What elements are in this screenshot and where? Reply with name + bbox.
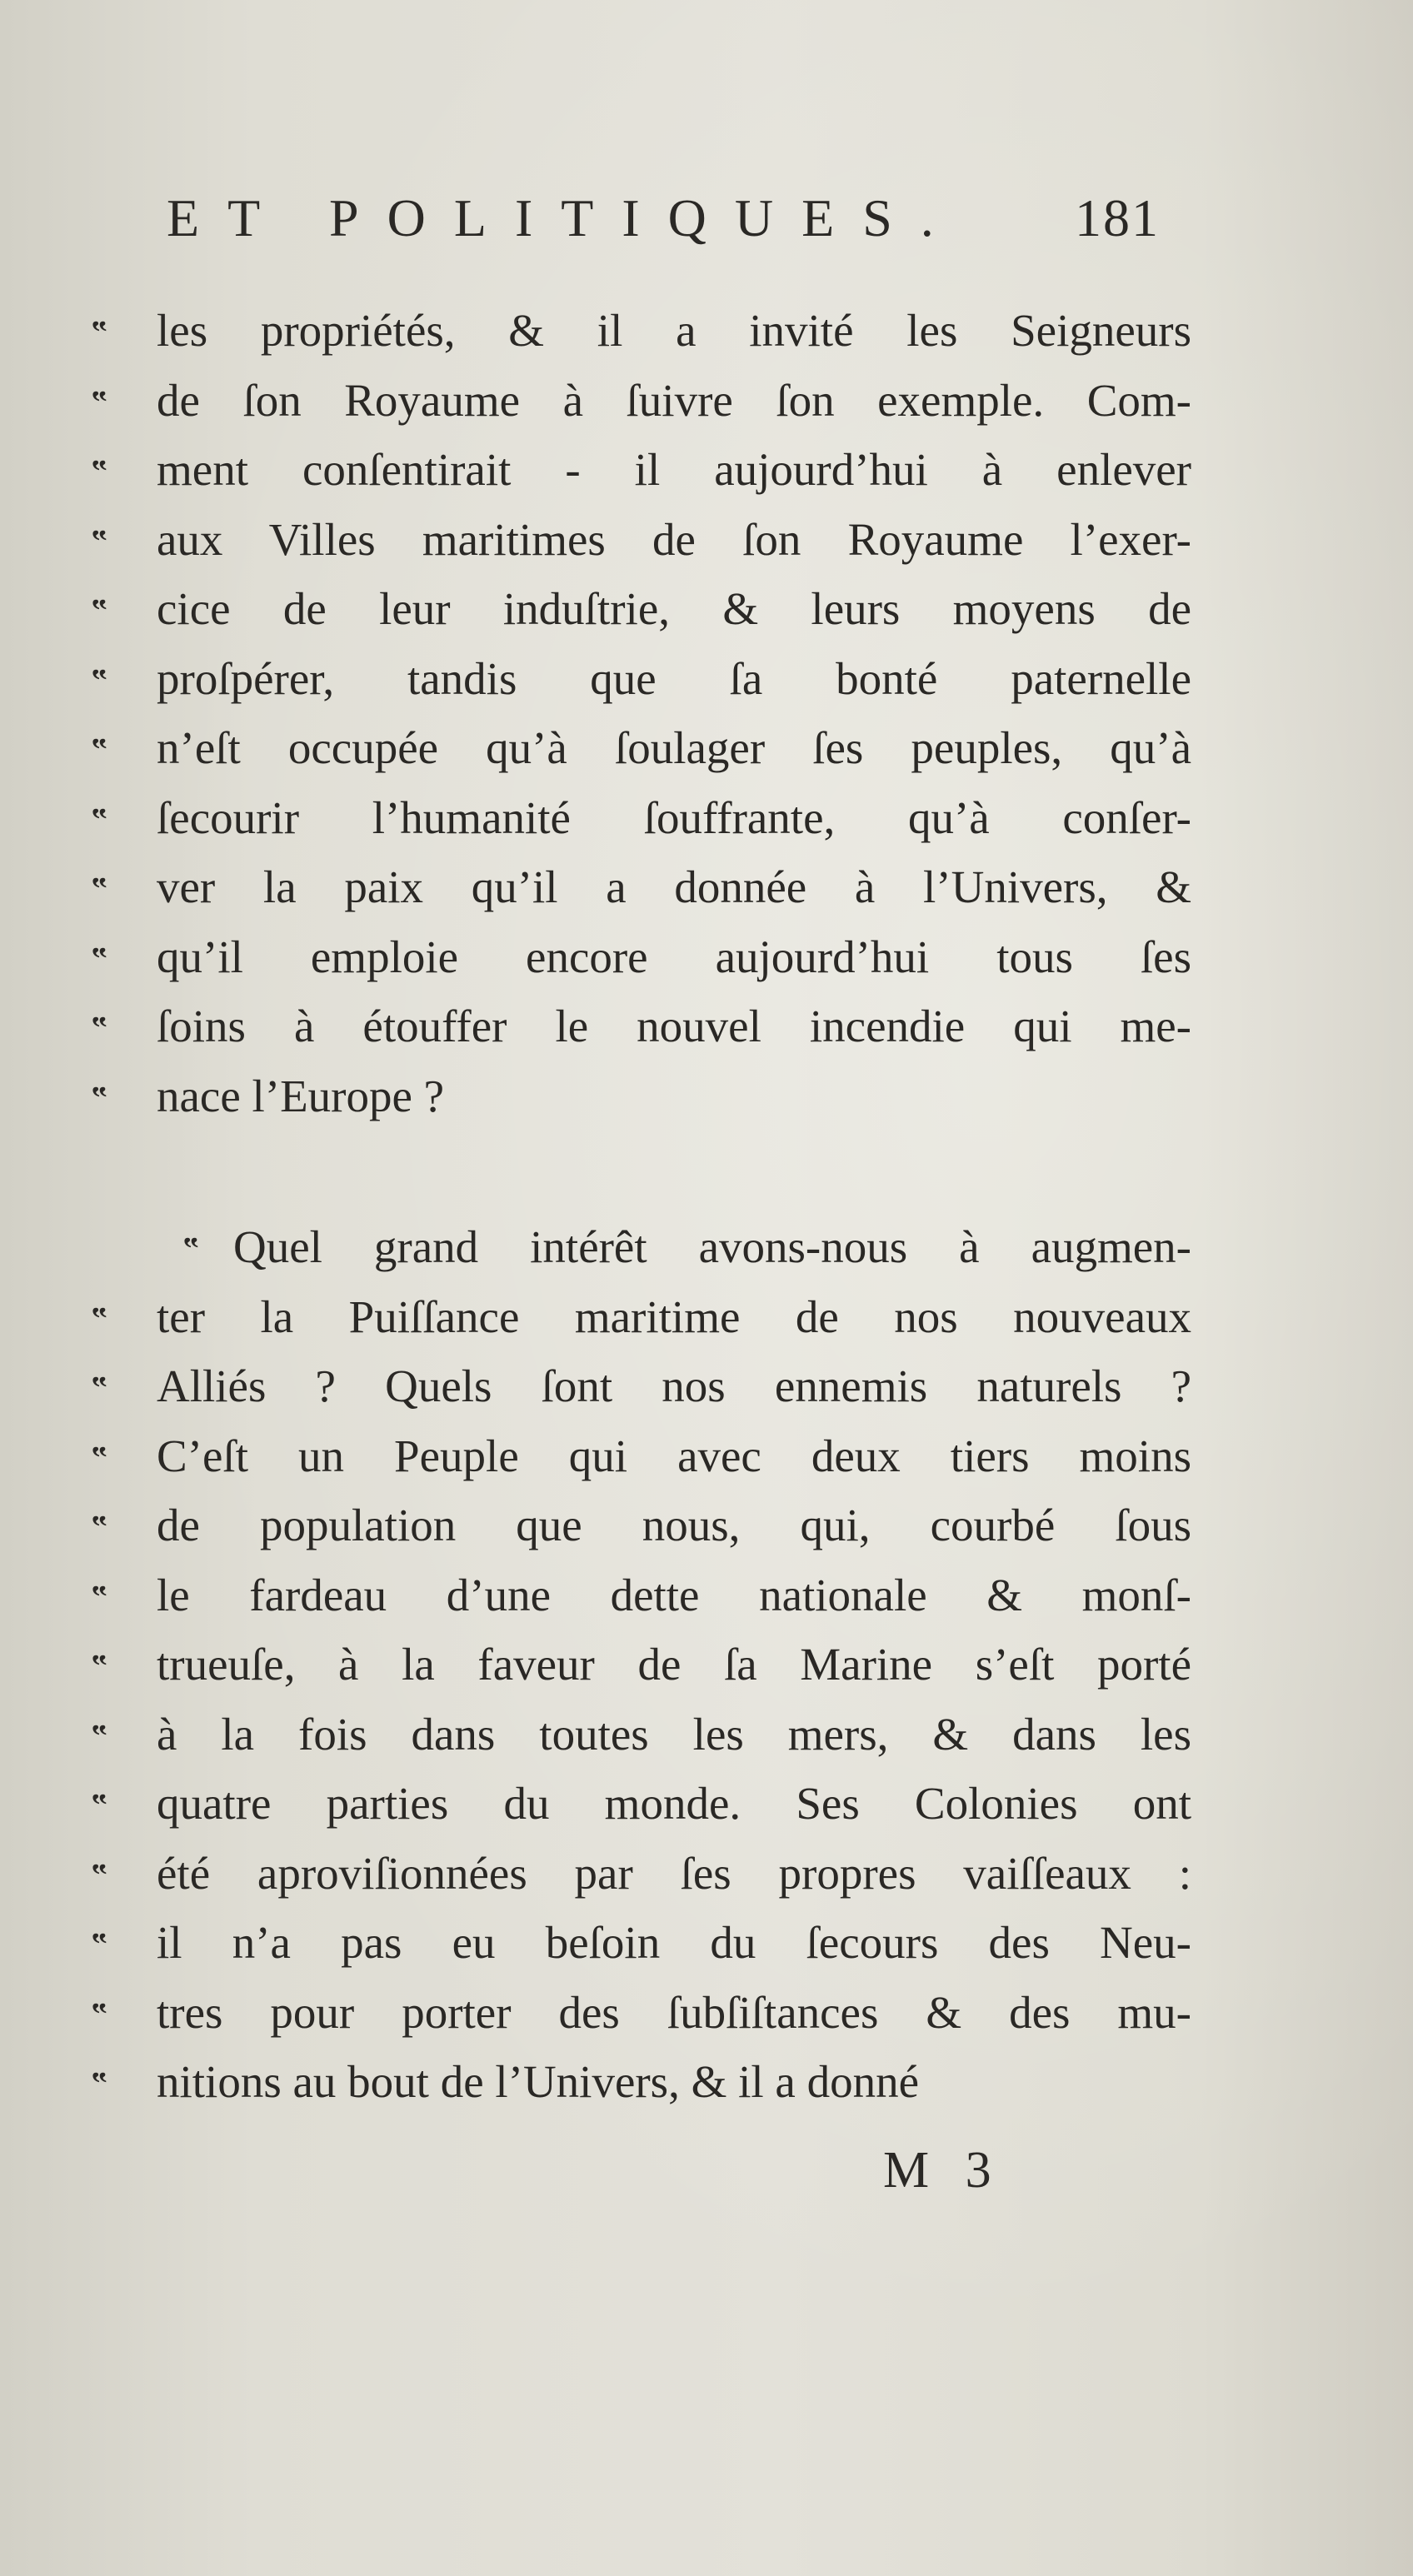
quotation-mark: ‟ (92, 1011, 107, 1046)
paragraph-2 (92, 1212, 1191, 2117)
text-line (92, 1978, 1191, 2048)
text-line (92, 644, 1191, 714)
line-text: C’eſt un Peuple qui avec deux tiers moins (157, 1430, 1191, 1481)
quotation-mark: ‟ (92, 1718, 107, 1754)
quotation-mark: ‟ (92, 1440, 107, 1475)
line-text: à la fois dans toutes les mers, & dans les (157, 1708, 1191, 1760)
quotation-mark: ‟ (92, 1927, 107, 1962)
text-line (92, 435, 1191, 505)
quotation-mark: ‟ (92, 941, 107, 976)
line-text: ver la paix qu’il a donnée à l’Univers, & (157, 861, 1191, 912)
text-line (92, 1282, 1191, 1352)
text-line (92, 2047, 1191, 2117)
quotation-mark: ‟ (92, 1370, 107, 1405)
line-text: qu’il emploie encore aujourd’hui tous ſes (157, 931, 1191, 982)
line-text: de ſon Royaume à ſuivre ſon exemple. Com- (157, 374, 1191, 426)
quotation-mark: ‟ (92, 1510, 107, 1545)
text-line (92, 991, 1191, 1061)
line-text: les propriétés, & il a invité les Seigneurs (157, 305, 1191, 356)
line-text: proſpérer, tandis que ſa bonté paternelle (157, 652, 1191, 704)
text-line (92, 1908, 1191, 1978)
line-text: été aproviſionnées par ſes propres vaiſſeaux : (157, 1847, 1191, 1899)
text-line (92, 574, 1191, 644)
quotation-mark: ‟ (92, 384, 107, 420)
quotation-mark: ‟ (92, 871, 107, 906)
quotation-mark: ‟ (92, 593, 107, 628)
line-text: n’eſt occupée qu’à ſoulager ſes peuples, qu’à (157, 722, 1191, 773)
quotation-mark: ‟ (92, 662, 107, 698)
text-line (92, 1839, 1191, 1909)
quotation-mark: ‟ (92, 1300, 107, 1336)
text-line (92, 1700, 1191, 1770)
running-title: ET POLITIQUES. (167, 188, 962, 247)
text-line (92, 1061, 1191, 1131)
text-line (92, 1421, 1191, 1491)
line-text: nace l’Europe ? (157, 1070, 445, 1121)
line-text: cice de leur induſtrie, & leurs moyens de (157, 583, 1191, 634)
line-text: ment conſentirait - il aujourd’hui à enlever (157, 444, 1191, 495)
text-line (92, 1769, 1191, 1839)
quotation-mark: ‟ (92, 1996, 107, 2032)
text-line (92, 1212, 1191, 1282)
line-text: quatre parties du monde. Ses Colonies ont (157, 1778, 1191, 1829)
quotation-mark: ‟ (92, 1579, 107, 1615)
line-text: ſecourir l’humanité ſouffrante, qu’à conſer- (157, 791, 1191, 843)
quotation-mark: ‟ (92, 1080, 107, 1116)
quotation-mark: ‟ (92, 1857, 107, 1893)
text-line (92, 1490, 1191, 1560)
quotation-mark: ‟ (92, 2066, 107, 2101)
line-text: tres pour porter des ſubſiſtances & des mu- (157, 1986, 1191, 2038)
line-text: trueuſe, à la faveur de ſa Marine s’eſt porté (157, 1639, 1191, 1690)
line-text: il n’a pas eu beſoin du ſecours des Neu- (157, 1917, 1191, 1968)
text-line (92, 1630, 1191, 1700)
text-line (92, 713, 1191, 783)
text-line (92, 296, 1191, 366)
text-line (92, 1560, 1191, 1630)
quotation-mark: ‟ (92, 315, 107, 350)
text-line (92, 783, 1191, 853)
quotation-mark: ‟ (92, 1649, 107, 1684)
text-line (92, 852, 1191, 922)
line-text: de population que nous, qui, courbé ſous (157, 1500, 1191, 1550)
quotation-mark: ‟ (92, 732, 107, 767)
quotation-mark: ‟ (92, 454, 107, 489)
page-number: 181 (1075, 188, 1160, 247)
line-text: ter la Puiſſance maritime de nos nouveaux (157, 1290, 1191, 1342)
line-text: Alliés ? Quels ſont nos ennemis naturels ? (157, 1360, 1191, 1411)
quotation-mark: ‟ (92, 801, 107, 837)
text-line (92, 922, 1191, 992)
line-text: Quel grand intérêt avons-nous à augmen- (233, 1221, 1191, 1272)
text-line (92, 366, 1191, 436)
quotation-mark: ‟ (92, 523, 107, 559)
paragraph-1 (92, 296, 1191, 1131)
text-line (92, 1351, 1191, 1421)
quotation-mark: ‟ (183, 1231, 199, 1266)
quotation-mark: ‟ (92, 1788, 107, 1823)
line-text: aux Villes maritimes de ſon Royaume l’exer- (157, 513, 1191, 565)
line-text: le fardeau d’une dette nationale & monſ- (157, 1569, 1191, 1620)
line-text: nitions au bout de l’Univers, & il a donné (157, 2056, 919, 2107)
line-text: ſoins à étouffer le nouvel incendie qui me- (157, 1001, 1191, 1051)
text-line (92, 505, 1191, 575)
signature-mark: M 3 (883, 2142, 1003, 2199)
